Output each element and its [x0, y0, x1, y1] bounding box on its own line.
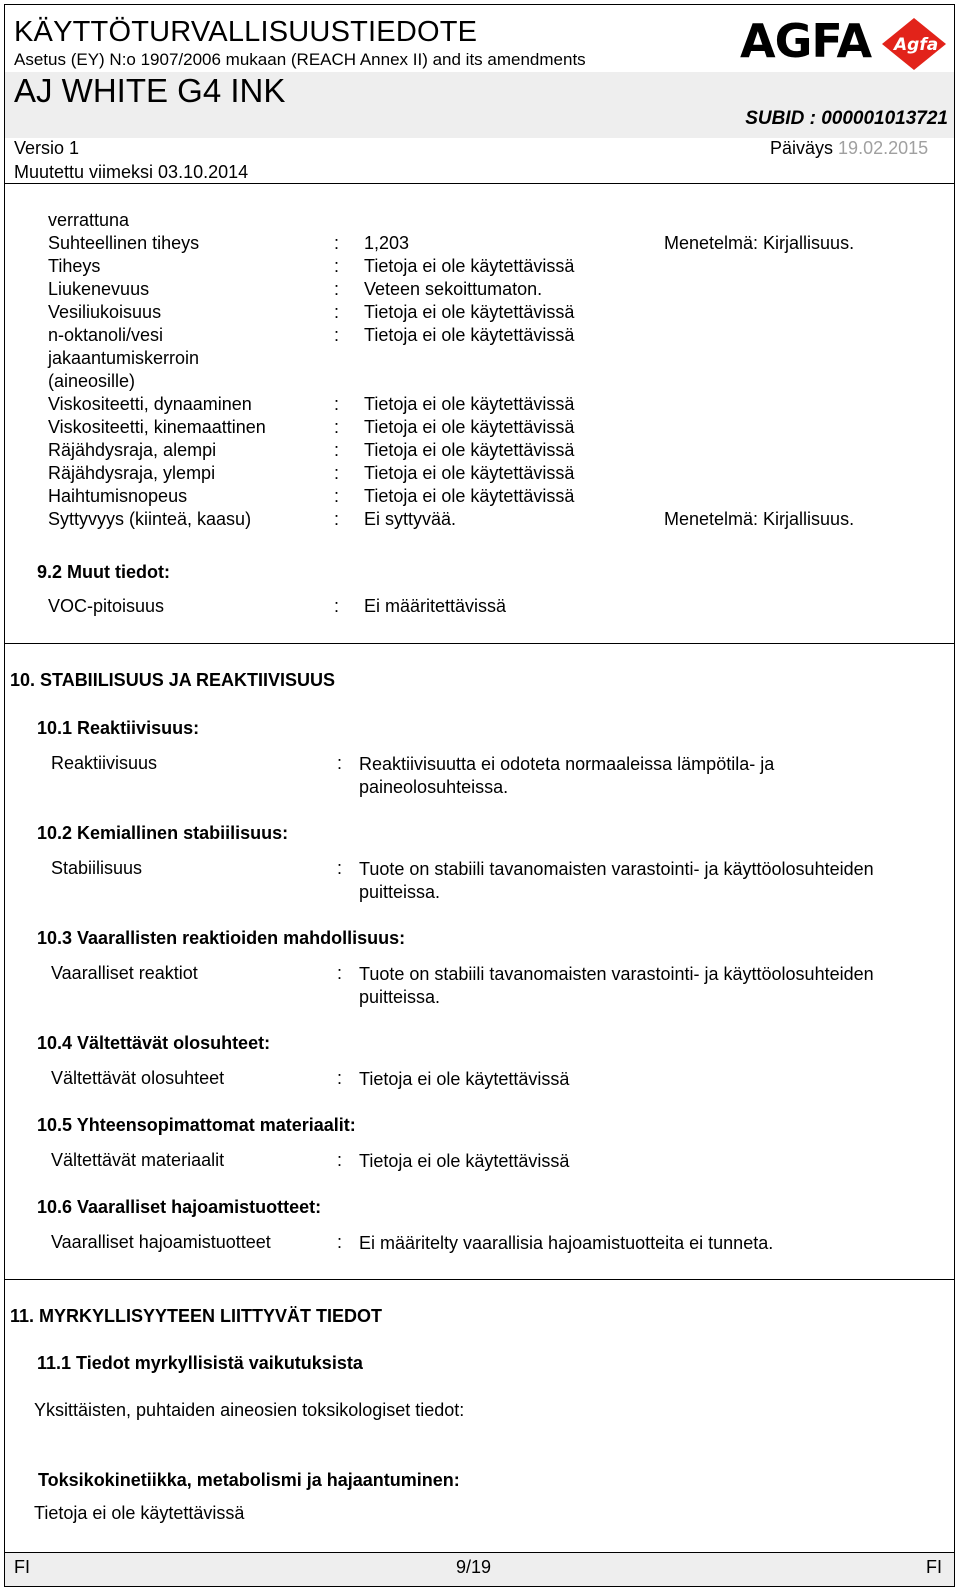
property-value: Tietoja ei ole käytettävissä [364, 440, 575, 460]
property-colon: : [334, 325, 340, 345]
heading-10-6: 10.6 Vaaralliset hajoamistuotteet: [37, 1197, 322, 1217]
entry-colon: : [337, 753, 343, 773]
toxicokinetics-value: Tietoja ei ole käytettävissä [34, 1503, 245, 1523]
heading-10-2: 10.2 Kemiallinen stabiilisuus: [37, 823, 289, 843]
date-value: 19.02.2015 [838, 138, 929, 158]
regulation-line: Asetus (EY) N:o 1907/2006 mukaan (REACH Annex II) and its amendments [14, 50, 586, 69]
property-label: Suhteellinen tiheys [48, 233, 200, 253]
property-label: verrattuna [48, 210, 130, 230]
property-method: Menetelmä: Kirjallisuus. [664, 509, 855, 529]
entry-colon: : [337, 858, 343, 878]
property-colon: : [334, 486, 340, 506]
footer-language-right: FI [926, 1557, 942, 1577]
property-value: Veteen sekoittumaton. [364, 279, 543, 299]
property-label: Viskositeetti, kinemaattinen [48, 417, 266, 437]
voc-colon: : [334, 596, 340, 616]
entry-colon: : [337, 1068, 343, 1088]
property-value: Tietoja ei ole käytettävissä [364, 486, 575, 506]
last-modified: Muutettu viimeksi 03.10.2014 [14, 162, 249, 182]
page-number: 9/19 [456, 1557, 492, 1577]
property-label: n-oktanoli/vesi [48, 325, 164, 345]
property-colon: : [334, 302, 340, 322]
section-11-heading: 11. MYRKYLLISYYTEEN LIITTYVÄT TIEDOT [10, 1306, 383, 1326]
document-title: KÄYTTÖTURVALLISUUSTIEDOTE [14, 16, 478, 48]
property-label: Vesiliukoisuus [48, 302, 162, 322]
property-colon: : [334, 279, 340, 299]
entry-value: Reaktiivisuutta ei odoteta normaaleissa lämpötila- ja paineolosuhteissa. [359, 754, 775, 797]
property-label: Liukenevuus [48, 279, 150, 299]
agfa-logo-wordmark: AGFA [740, 14, 872, 68]
heading-10-4: 10.4 Vältettävät olosuhteet: [37, 1033, 271, 1053]
heading-10-1: 10.1 Reaktiivisuus: [37, 718, 200, 738]
property-value: Ei syttyvää. [364, 509, 457, 529]
heading-10-5: 10.5 Yhteensopimattomat materiaalit: [37, 1115, 356, 1135]
version: Versio 1 [14, 138, 80, 158]
property-value: Tietoja ei ole käytettävissä [364, 417, 575, 437]
entry-label: Vaaralliset hajoamistuotteet [51, 1232, 271, 1252]
toxicokinetics-heading: Toksikokinetiikka, metabolismi ja hajaantuminen: [38, 1470, 460, 1490]
property-label: Tiheys [48, 256, 101, 276]
property-value: Tietoja ei ole käytettävissä [364, 325, 575, 345]
entry-value: Tuote on stabiili tavanomaisten varastointi- ja käyttöolosuhteiden puitteissa. [359, 859, 874, 902]
property-value: Tietoja ei ole käytettävissä [364, 302, 575, 322]
entry-colon: : [337, 1232, 343, 1252]
entry-value: Tuote on stabiili tavanomaisten varastointi- ja käyttöolosuhteiden puitteissa. [359, 964, 874, 1007]
date [770, 138, 928, 159]
voc-value: Ei määritettävissä [364, 596, 507, 616]
header-divider [5, 183, 954, 184]
voc-label: VOC-pitoisuus [48, 596, 165, 616]
individual-substances-text: Yksittäisten, puhtaiden aineosien toksikologiset tiedot: [34, 1400, 465, 1420]
heading-11-1: 11.1 Tiedot myrkyllisistä vaikutuksista [37, 1353, 363, 1373]
property-label: Syttyvyys (kiinteä, kaasu) [48, 509, 252, 529]
property-colon: : [334, 394, 340, 414]
property-method: Menetelmä: Kirjallisuus. [664, 233, 855, 253]
entry-label: Reaktiivisuus [51, 753, 158, 773]
property-colon: : [334, 440, 340, 460]
heading-10-3: 10.3 Vaarallisten reaktioiden mahdollisuus: [37, 928, 406, 948]
property-value: Tietoja ei ole käytettävissä [364, 394, 575, 414]
section-divider [5, 643, 954, 644]
property-label: Räjähdysraja, ylempi [48, 463, 216, 483]
property-colon: : [334, 256, 340, 276]
property-label: Viskositeetti, dynaaminen [48, 394, 252, 414]
entry-label: Vaaralliset reaktiot [51, 963, 198, 983]
property-colon: : [334, 417, 340, 437]
entry-value: Tietoja ei ole käytettävissä [359, 1069, 570, 1089]
heading-9-2: 9.2 Muut tiedot: [37, 562, 170, 582]
entry-value: Tietoja ei ole käytettävissä [359, 1151, 570, 1171]
property-value: Tietoja ei ole käytettävissä [364, 256, 575, 276]
subid: SUBID : 000001013721 [745, 108, 948, 129]
date-label: Päiväys [770, 138, 834, 158]
property-label: jakaantumiskerroin [48, 348, 200, 368]
property-colon: : [334, 463, 340, 483]
property-label: Räjähdysraja, alempi [48, 440, 217, 460]
entry-colon: : [337, 963, 343, 983]
section-divider [5, 1279, 954, 1280]
property-colon: : [334, 233, 340, 253]
property-colon: : [334, 509, 340, 529]
property-label: Haihtumisnopeus [48, 486, 188, 506]
entry-label: Vältettävät olosuhteet [51, 1068, 225, 1088]
entry-colon: : [337, 1150, 343, 1170]
entry-label: Vältettävät materiaalit [51, 1150, 225, 1170]
entry-label: Stabiilisuus [51, 858, 143, 878]
footer-language-left: FI [14, 1557, 30, 1577]
property-value: 1,203 [364, 233, 410, 253]
product-name: AJ WHITE G4 INK [14, 72, 286, 109]
agfa-logo-mark-text: Agfa [894, 35, 939, 55]
entry-value: Ei määritelty vaarallisia hajoamistuotteita ei tunneta. [359, 1233, 774, 1253]
section-10-heading: 10. STABIILISUUS JA REAKTIIVISUUS [10, 670, 336, 690]
property-value: Tietoja ei ole käytettävissä [364, 463, 575, 483]
property-label: (aineosille) [48, 371, 136, 391]
